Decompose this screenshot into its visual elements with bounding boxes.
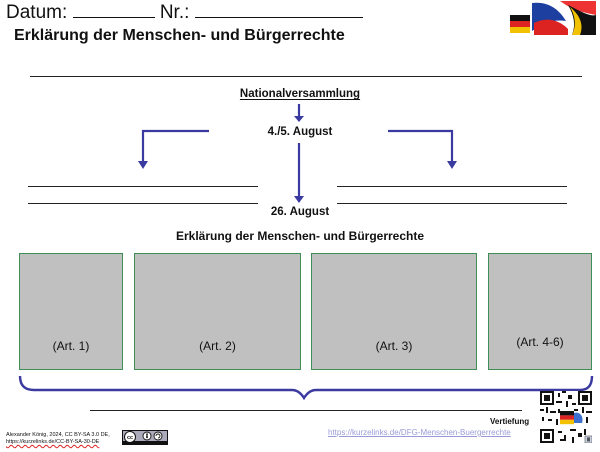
page-title: Erklärung der Menschen- und Bürgerrechte [14,27,345,44]
answer-line-right-1 [337,186,567,187]
deepening-link[interactable]: https://kurzelinks.de/DFG-Menschen-Buergerrechte [328,428,511,437]
article-card-4 [488,253,592,370]
nationalversammlung-label: Nationalversammlung [239,88,361,100]
date-august-26: 26. August [270,206,330,218]
qr-code-icon[interactable] [540,391,592,443]
article-card-3 [311,253,477,370]
article-card-1 [19,253,123,370]
answer-line-bottom [90,410,522,411]
answer-line-right-2 [337,203,567,204]
article-card-label: (Art. 3) [375,339,413,353]
arrow-right [388,131,452,162]
article-card-label: (Art. 1) [52,339,90,353]
answer-line-left-1 [28,186,258,187]
article-card-label: (Art. 4-6) [516,335,564,349]
svg-text:cc: cc [126,435,134,442]
credit-line-1: Alexander König, 2024, CC BY-SA 3.0 DE, [6,432,110,438]
date-august-4-5: 4./5. August [267,126,333,138]
declaration-subtitle: Erklärung der Menschen- und Bürgerrechte [175,229,425,243]
nr-label: Nr.: [159,2,190,23]
article-card-2 [134,253,301,370]
vertiefung-label: Vertiefung [490,417,530,426]
article-card-label: (Art. 2) [199,339,236,353]
arrow-left [143,131,209,162]
credit-line-2: https://kurzelinks.de/CC-BY-SA-30-DE [6,439,100,446]
credit-text [6,432,110,446]
cc-by-sa-icon [122,430,168,445]
answer-line-left-2 [28,203,258,204]
curly-brace [20,376,592,398]
datum-label: Datum: [6,2,68,23]
